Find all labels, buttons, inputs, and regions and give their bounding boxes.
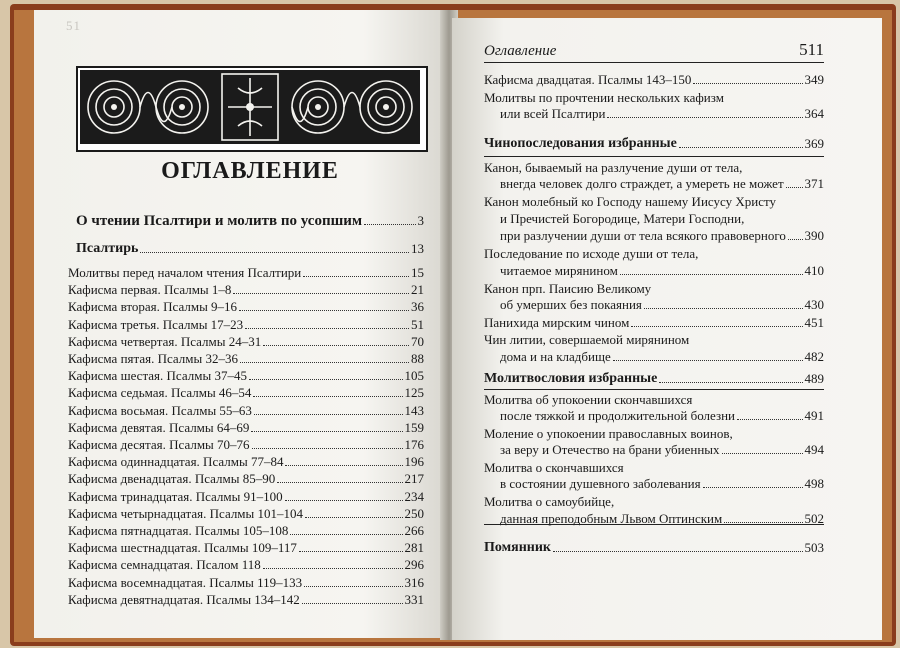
page-title: ОГЛАВЛЕНИЕ bbox=[161, 158, 339, 184]
toc-section bbox=[484, 540, 824, 556]
entry-title: О чтении Псалтири и молитв по усопшим bbox=[76, 213, 363, 229]
toc-section bbox=[484, 136, 824, 152]
entry-page: 498 bbox=[804, 476, 824, 491]
toc-entry bbox=[68, 523, 424, 539]
entry-page: 125 bbox=[404, 385, 424, 401]
entry-title: внегда человек долго страждет, а умереть не может bbox=[500, 176, 784, 191]
entry-page: 491 bbox=[804, 408, 824, 423]
toc-entry bbox=[68, 420, 424, 436]
entry-title: Кафисма одиннадцатая. Псалмы 77–84 bbox=[68, 454, 284, 470]
section-page: 369 bbox=[804, 136, 824, 151]
entry-page: 88 bbox=[411, 351, 424, 366]
entry-page: 3 bbox=[417, 213, 424, 228]
toc-entry bbox=[68, 489, 424, 505]
entry-page: 410 bbox=[804, 263, 824, 278]
toc-entry bbox=[500, 228, 824, 244]
page-number: 511 bbox=[799, 40, 824, 59]
entry-title: Кафисма девятнадцатая. Псалмы 134–142 bbox=[68, 591, 300, 607]
entry-page: 196 bbox=[404, 454, 424, 470]
entry-title: и Пречистей Богородице, Матери Господни, bbox=[500, 211, 745, 226]
toc-entry bbox=[68, 575, 424, 591]
section-page: 489 bbox=[804, 371, 824, 386]
entry-title: дома и на кладбище bbox=[500, 349, 611, 364]
entry-title: Кафисма десятая. Псалмы 70–76 bbox=[68, 437, 250, 452]
ornamental-headpiece-icon bbox=[76, 66, 428, 152]
entry-title: Кафисма тринадцатая. Псалмы 91–100 bbox=[68, 488, 283, 504]
entry-title: Канон, бываемый на разлучение души от тела, bbox=[484, 160, 743, 175]
toc-entry bbox=[68, 540, 424, 556]
toc-entry bbox=[500, 106, 824, 122]
toc-entry bbox=[68, 385, 424, 401]
entry-title: Кафисма восемнадцатая. Псалмы 119–133 bbox=[68, 574, 303, 590]
entry-title: Молитва о скончавшихся bbox=[484, 460, 624, 475]
entry-page: 482 bbox=[804, 349, 824, 364]
toc-entry bbox=[68, 403, 424, 419]
show-through-text: 51 bbox=[66, 18, 81, 33]
toc-entry bbox=[68, 265, 424, 281]
toc-entry bbox=[68, 506, 424, 522]
entry-page: 217 bbox=[404, 471, 424, 487]
toc-entry bbox=[68, 471, 424, 487]
toc-entry bbox=[68, 368, 424, 384]
entry-title: Кафисма первая. Псалмы 1–8 bbox=[68, 282, 232, 298]
toc-entry bbox=[484, 315, 824, 331]
entry-title: Канон молебный ко Господу нашему Иисусу Христу bbox=[484, 194, 776, 209]
entry-page: 70 bbox=[411, 333, 424, 349]
entry-page: 15 bbox=[411, 265, 424, 280]
section-rule bbox=[484, 389, 824, 390]
entry-page: 296 bbox=[404, 557, 424, 573]
entry-title: Кафисма вторая. Псалмы 9–16 bbox=[68, 299, 238, 315]
entry-page: 502 bbox=[804, 511, 824, 526]
entry-title: Кафисма третья. Псалмы 17–23 bbox=[68, 316, 244, 332]
toc-entry bbox=[500, 349, 824, 365]
entry-title: Кафисма шестая. Псалмы 37–45 bbox=[68, 368, 247, 384]
entry-page: 250 bbox=[404, 505, 424, 521]
entry-page: 390 bbox=[804, 228, 824, 243]
toc-entry bbox=[68, 557, 424, 573]
entry-title: Моление о упокоении православных воинов, bbox=[484, 426, 733, 441]
toc-entry bbox=[500, 408, 824, 424]
section-page: 503 bbox=[804, 540, 824, 555]
entry-title: Панихида мирским чином bbox=[484, 315, 630, 330]
entry-page: 21 bbox=[411, 282, 424, 298]
entry-page: 494 bbox=[804, 442, 824, 457]
toc-entry bbox=[68, 351, 424, 367]
entry-title: Кафисма двадцатая. Псалмы 143–150 bbox=[484, 72, 692, 87]
entry-title: Кафисма седьмая. Псалмы 46–54 bbox=[68, 385, 252, 401]
entry-title: Последование по исходе души от тела, bbox=[484, 246, 699, 261]
entry-title: данная преподобным Львом Оптинским bbox=[500, 511, 723, 526]
entry-title: или всей Псалтири bbox=[500, 106, 606, 121]
entry-title: об умерших без покаяния bbox=[500, 297, 642, 312]
entry-page: 331 bbox=[404, 591, 424, 607]
entry-title: Кафисма двенадцатая. Псалмы 85–90 bbox=[68, 471, 276, 487]
entry-page: 364 bbox=[804, 106, 824, 121]
entry-page: 371 bbox=[804, 176, 824, 191]
toc-entry bbox=[500, 442, 824, 458]
entry-title: Кафисма семнадцатая. Псалом 118 bbox=[68, 557, 261, 573]
toc-entry bbox=[484, 72, 824, 88]
entry-title: Молитвы перед началом чтения Псалтири bbox=[68, 265, 302, 280]
entry-title: Кафисма четырнадцатая. Псалмы 101–104 bbox=[68, 505, 304, 521]
entry-page: 51 bbox=[411, 316, 424, 332]
section-title: Молитвословия избранные bbox=[484, 371, 658, 386]
entry-page: 316 bbox=[404, 574, 424, 590]
toc-entry bbox=[68, 299, 424, 315]
entry-title: Чин литии, совершаемой мирянином bbox=[484, 332, 690, 347]
entry-page: 159 bbox=[404, 419, 424, 435]
section-title: Псалтирь bbox=[76, 241, 139, 256]
entry-page: 36 bbox=[411, 299, 424, 315]
toc-entry bbox=[68, 334, 424, 350]
section-rule bbox=[484, 156, 824, 157]
toc-entry bbox=[500, 176, 824, 192]
toc-entry bbox=[500, 297, 824, 313]
entry-page: 451 bbox=[804, 315, 824, 330]
section-title: Помянник bbox=[484, 540, 551, 555]
toc-entry bbox=[500, 263, 824, 279]
section-rule bbox=[484, 524, 824, 525]
entry-title: Кафисма четвертая. Псалмы 24–31 bbox=[68, 333, 262, 349]
toc-entry bbox=[68, 317, 424, 333]
toc-entry bbox=[68, 592, 424, 608]
entry-title: Молитва о самоубийце, bbox=[484, 494, 615, 509]
toc-section bbox=[484, 371, 824, 387]
entry-title: Кафисма шестнадцатая. Псалмы 109–117 bbox=[68, 540, 297, 556]
toc-entry bbox=[76, 213, 424, 229]
entry-title: Кафисма восьмая. Псалмы 55–63 bbox=[68, 402, 252, 418]
section-page: 13 bbox=[411, 241, 424, 256]
toc-entry bbox=[68, 454, 424, 470]
entry-page: 143 bbox=[404, 402, 424, 418]
entry-page: 176 bbox=[404, 437, 424, 452]
header-title: Оглавление bbox=[484, 43, 557, 59]
running-header bbox=[484, 40, 824, 63]
entry-title: Молитва об упокоении скончавшихся bbox=[484, 392, 693, 407]
toc-entry bbox=[68, 437, 424, 453]
entry-page: 430 bbox=[804, 297, 824, 312]
entry-title: читаемое мирянином bbox=[500, 263, 618, 278]
entry-page: 266 bbox=[404, 523, 424, 538]
entry-title: при разлучении души от тела всякого правоверного bbox=[500, 228, 786, 243]
section-title: Чинопоследования избранные bbox=[484, 136, 677, 151]
entry-title: Канон прп. Паисию Великому bbox=[484, 281, 652, 296]
toc-entry bbox=[68, 282, 424, 298]
entry-page: 349 bbox=[804, 72, 824, 87]
entry-page: 281 bbox=[404, 540, 424, 556]
toc-section bbox=[76, 241, 424, 257]
toc-entry bbox=[500, 476, 824, 492]
entry-title: Кафисма пятая. Псалмы 32–36 bbox=[68, 351, 239, 366]
entry-page: 234 bbox=[404, 488, 424, 504]
entry-title: за веру и Отечество на брани убиенных bbox=[500, 442, 720, 457]
entry-title: Кафисма девятая. Псалмы 64–69 bbox=[68, 419, 250, 435]
entry-title: в состоянии душевного заболевания bbox=[500, 476, 701, 491]
entry-page: 105 bbox=[404, 368, 424, 384]
entry-title: после тяжкой и продолжительной болезни bbox=[500, 408, 735, 423]
entry-title: Кафисма пятнадцатая. Псалмы 105–108 bbox=[68, 523, 289, 538]
entry-title: Молитвы по прочтении нескольких кафизм bbox=[484, 90, 724, 105]
